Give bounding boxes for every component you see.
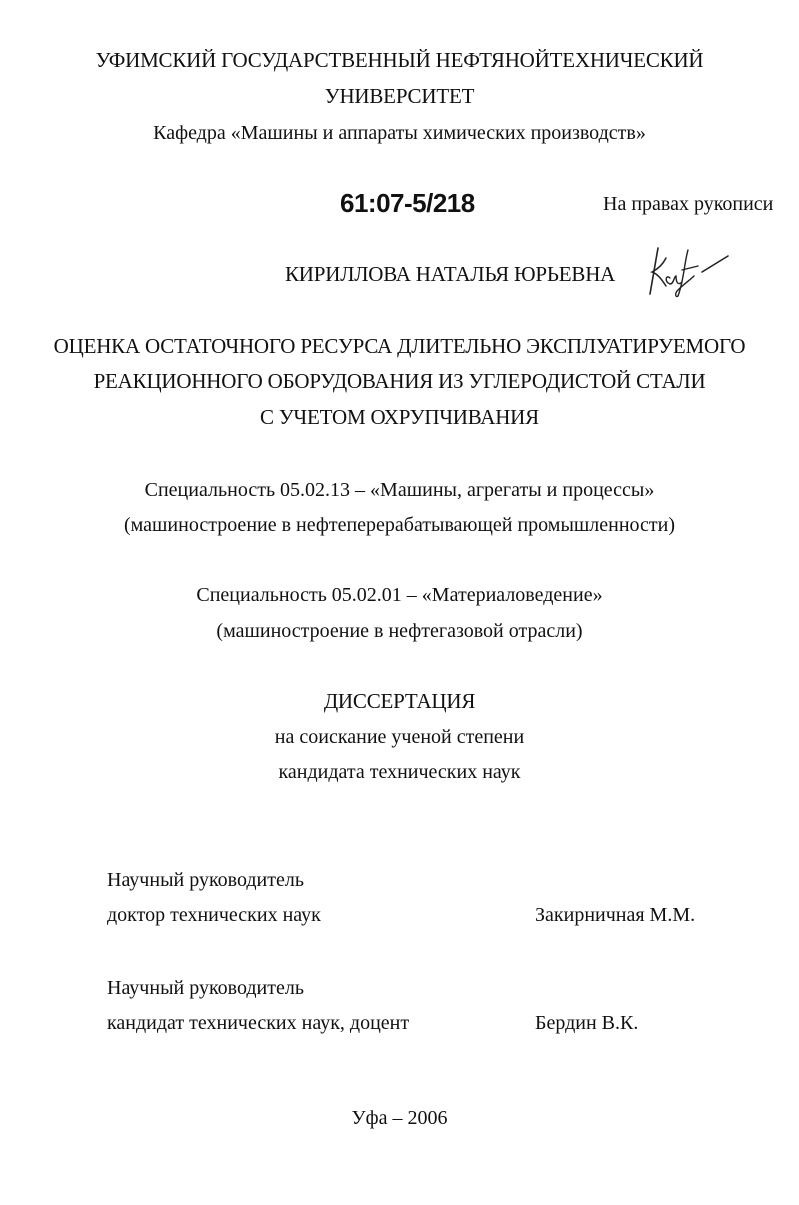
specialty-2-line2: (машиностроение в нефтегазовой отрасли)	[216, 620, 583, 642]
author-name: КИРИЛЛОВА НАТАЛЬЯ ЮРЬЕВНА	[285, 262, 616, 286]
supervisor-2-degree: кандидат технических наук, доцент	[107, 1012, 410, 1034]
rights-note: На правах рукописи	[603, 193, 774, 215]
supervisor-1-role: Научный руководитель	[107, 869, 304, 891]
footer-place-year: Уфа – 2006	[351, 1107, 448, 1129]
specialty-2-line1: Специальность 05.02.01 – «Материаловедение»	[196, 584, 603, 606]
department-name: Кафедра «Машины и аппараты химических производств»	[153, 122, 646, 144]
specialty-1-line2: (машиностроение в нефтеперерабатывающей промышленности)	[123, 514, 676, 536]
specialty-1-line1: Специальность 05.02.13 – «Машины, агрегаты и процессы»	[144, 479, 655, 501]
supervisor-1-name: Закирничная М.М.	[535, 904, 696, 926]
dissertation-heading: ДИССЕРТАЦИЯ	[323, 689, 476, 713]
university-name-line2: УНИВЕРСИТЕТ	[324, 84, 475, 108]
supervisor-2-role: Научный руководитель	[107, 977, 304, 999]
title-line1: ОЦЕНКА ОСТАТОЧНОГО РЕСУРСА ДЛИТЕЛЬНО ЭКСПЛУАТИРУЕМОГО	[53, 334, 746, 358]
catalog-code: 61:07-5/218	[340, 188, 475, 218]
dissertation-line2: кандидата технических наук	[278, 761, 521, 783]
supervisor-1-degree: доктор технических наук	[107, 904, 321, 926]
dissertation-line1: на соискание ученой степени	[274, 726, 525, 748]
university-name-line1: УФИМСКИЙ ГОСУДАРСТВЕННЫЙ НЕФТЯНОЙТЕХНИЧЕСКИЙ	[95, 48, 704, 72]
title-line2: РЕАКЦИОННОГО ОБОРУДОВАНИЯ ИЗ УГЛЕРОДИСТОЙ СТАЛИ	[93, 369, 706, 393]
supervisor-2-name: Бердин В.К.	[535, 1012, 639, 1034]
title-line3: С УЧЕТОМ ОХРУПЧИВАНИЯ	[260, 405, 539, 429]
handwritten-signature	[644, 240, 734, 300]
